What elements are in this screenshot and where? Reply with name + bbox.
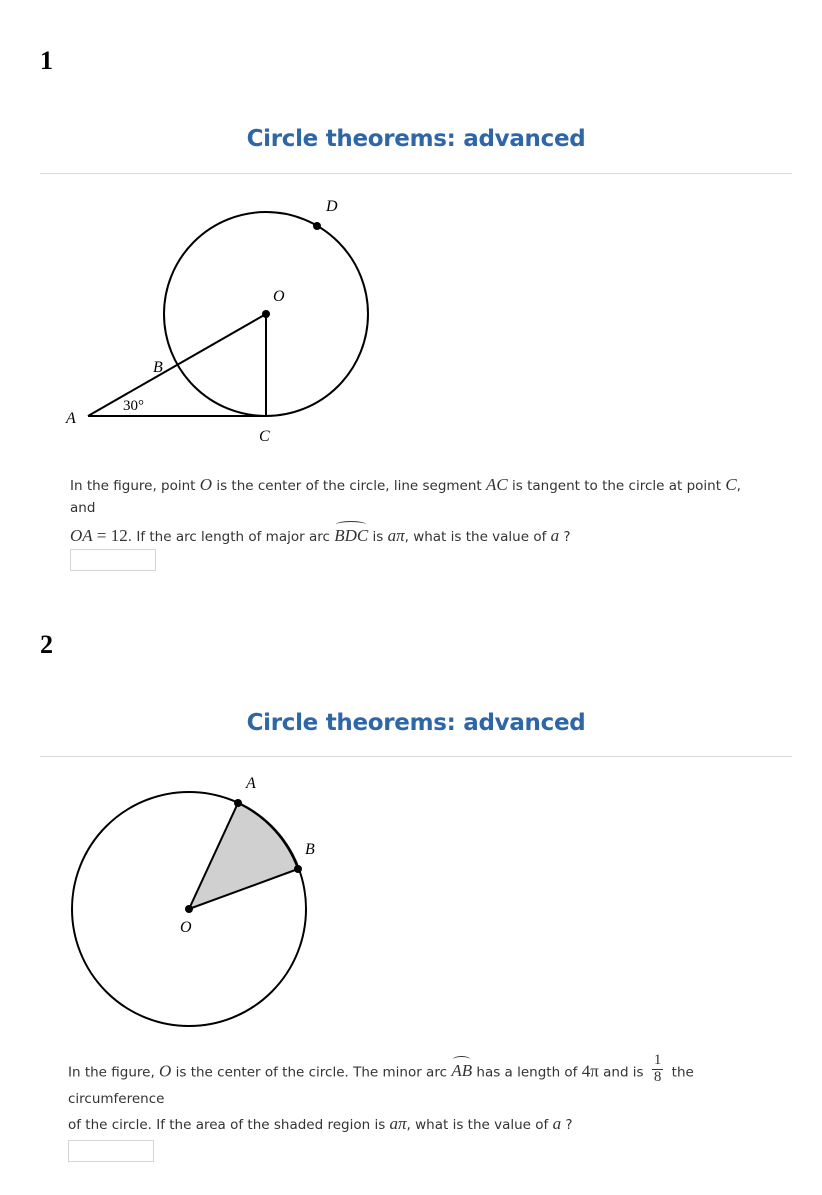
label-B: B <box>153 359 163 376</box>
question-prompt <box>70 471 770 549</box>
point-B <box>294 865 302 873</box>
label-A: A <box>66 410 76 427</box>
shaded-sector-figure <box>0 770 420 1040</box>
question-number: 1 <box>40 46 53 75</box>
label-O: O <box>180 919 192 936</box>
point-A <box>234 799 242 807</box>
card-title: Circle theorems: advanced <box>246 710 586 736</box>
label-B: B <box>305 841 315 858</box>
label-O: O <box>273 288 285 305</box>
answer-input[interactable] <box>70 549 156 571</box>
card-title: Circle theorems: advanced <box>246 126 586 152</box>
question-prompt <box>68 1052 788 1137</box>
prompt-line-1: In the figure, point O is the center of the circle, line segment AC is tangent to the circle at point C, and <box>70 475 741 517</box>
circle-tangent-figure <box>0 190 420 450</box>
prompt-line-2: of the circle. If the area of the shaded region is aπ, what is the value of a ? <box>68 1114 573 1134</box>
shaded-sector <box>189 803 298 909</box>
question-number: 2 <box>40 630 53 659</box>
arc-notation: AB <box>451 1057 472 1084</box>
label-A: A <box>246 775 256 792</box>
point-O <box>262 310 270 318</box>
answer-input[interactable] <box>68 1140 154 1162</box>
point-O <box>185 905 193 913</box>
prompt-line-1: In the figure, O is the center of the circle. The minor arc AB has a length of 4π and is $\frac{1}{8}$ the circumference <box>68 1052 694 1107</box>
label-C: C <box>259 428 270 445</box>
divider <box>40 173 792 174</box>
point-D <box>313 222 321 230</box>
arc-notation: BDC <box>334 522 368 549</box>
segment-AO <box>88 314 266 416</box>
prompt-line-2: OA = 12. If the arc length of major arc BDC is aπ, what is the value of a ? <box>70 522 770 549</box>
label-angle: 30° <box>123 398 144 414</box>
divider <box>40 756 792 757</box>
label-D: D <box>326 198 338 215</box>
fraction: $\frac{1}{8}$ <box>653 1052 662 1085</box>
